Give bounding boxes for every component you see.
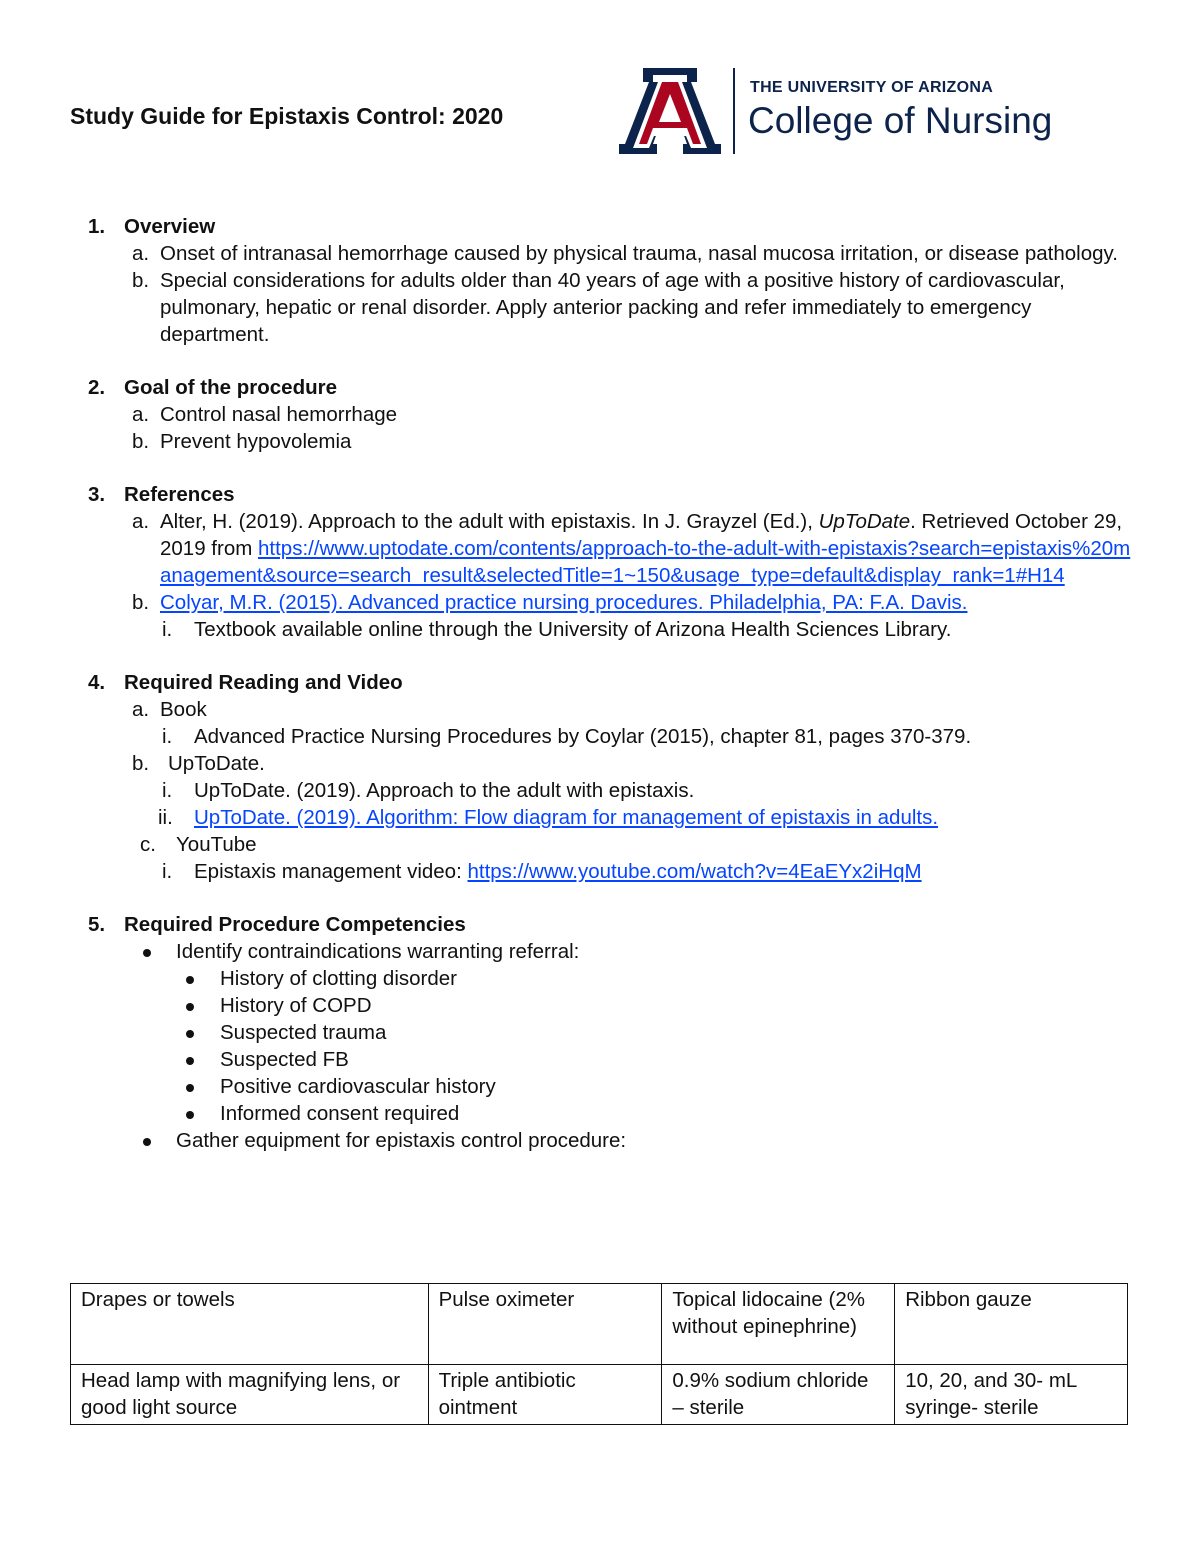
list-item bbox=[80, 240, 1140, 267]
bullet-text: Positive cardiovascular history bbox=[220, 1075, 496, 1098]
sub-bullet-item bbox=[80, 992, 1140, 1019]
bullet-icon bbox=[186, 1003, 194, 1011]
registered-mark: ® bbox=[712, 146, 719, 154]
youtube-video-link[interactable]: https://www.youtube.com/watch?v=4EaEYx2iHqM bbox=[467, 860, 922, 883]
table-cell: Topical lidocaine (2% without epinephrine) bbox=[662, 1284, 895, 1365]
section-heading bbox=[80, 669, 1140, 696]
section-number: 2. bbox=[88, 376, 106, 399]
item-text: Prevent hypovolemia bbox=[160, 430, 352, 453]
list-subitem bbox=[80, 804, 1140, 831]
section-heading bbox=[80, 481, 1140, 508]
list-item bbox=[80, 428, 1140, 455]
arizona-a-logo-icon bbox=[615, 66, 725, 156]
item-label: ii. bbox=[158, 806, 173, 829]
reference-retrieved: . Retrieved October 29, 2019 from bbox=[160, 510, 1123, 560]
sub-bullet-item bbox=[80, 965, 1140, 992]
item-label: a. bbox=[132, 510, 150, 533]
item-label: i. bbox=[162, 860, 173, 883]
reference-colyar bbox=[80, 589, 1140, 616]
table-cell: Ribbon gauze bbox=[895, 1284, 1128, 1365]
item-label: c. bbox=[140, 833, 156, 856]
bullet-text: Informed consent required bbox=[220, 1102, 460, 1125]
bullet-icon bbox=[186, 1057, 194, 1065]
table-cell: Pulse oximeter bbox=[428, 1284, 662, 1365]
bullet-text: Gather equipment for epistaxis control procedure: bbox=[176, 1129, 627, 1152]
logo-divider bbox=[733, 68, 735, 154]
uptodate-reference-link[interactable]: https://www.uptodate.com/contents/approach-to-the-adult-with-epistaxis?search=epistaxis%20management&source=search_result&selectedTitle=1~150&usage_type=default&display_rank=1#H14 bbox=[160, 537, 1131, 587]
item-label: i. bbox=[162, 618, 173, 641]
list-item bbox=[80, 267, 1140, 348]
section-heading bbox=[80, 213, 1140, 240]
item-label: b. bbox=[132, 591, 150, 614]
sub-bullet-item bbox=[80, 1019, 1140, 1046]
bullet-item bbox=[80, 1127, 1140, 1154]
section-overview bbox=[80, 213, 1140, 348]
item-label: a. bbox=[132, 242, 150, 265]
item-label: a. bbox=[132, 403, 150, 426]
reference-alter bbox=[80, 508, 1140, 589]
section-number: 5. bbox=[88, 913, 106, 936]
item-label: b. bbox=[132, 430, 150, 453]
section-reading bbox=[80, 669, 1140, 885]
section-references bbox=[80, 481, 1140, 643]
item-text: Advanced Practice Nursing Procedures by Coylar (2015), chapter 81, pages 370-379. bbox=[194, 725, 972, 748]
table-row bbox=[71, 1365, 1128, 1425]
section-goal bbox=[80, 374, 1140, 455]
section-heading bbox=[80, 374, 1140, 401]
section-title: Required Reading and Video bbox=[124, 671, 403, 694]
bullet-icon bbox=[186, 1030, 194, 1038]
university-logo bbox=[615, 66, 1095, 158]
bullet-icon bbox=[143, 1138, 151, 1146]
item-text: Book bbox=[160, 698, 207, 721]
section-title: References bbox=[124, 483, 235, 506]
table-cell: Drapes or towels bbox=[71, 1284, 429, 1365]
bullet-icon bbox=[186, 1084, 194, 1092]
sub-bullet-item bbox=[80, 1073, 1140, 1100]
section-number: 4. bbox=[88, 671, 106, 694]
equipment-table bbox=[70, 1283, 1128, 1425]
item-text: Onset of intranasal hemorrhage caused by physical trauma, nasal mucosa irritation, or disease pathology. bbox=[160, 242, 1118, 265]
item-label: b. bbox=[132, 269, 150, 292]
bullet-text: History of clotting disorder bbox=[220, 967, 457, 990]
list-subitem bbox=[80, 723, 1140, 750]
item-label: a. bbox=[132, 698, 150, 721]
reference-text: Alter, H. (2019). Approach to the adult with epistaxis. In J. Grayzel (Ed.), bbox=[160, 510, 819, 533]
item-text: Special considerations for adults older than 40 years of age with a positive history of cardiovascular, pulmonary, hepatic or renal disorder. Apply anterior packing and refer immediately to emergency department. bbox=[160, 269, 1065, 346]
page-title: Study Guide for Epistaxis Control: 2020 bbox=[70, 103, 504, 129]
colyar-reference-link[interactable]: Colyar, M.R. (2015). Advanced practice nursing procedures. Philadelphia, PA: F.A. Davis. bbox=[160, 591, 968, 614]
item-text: Textbook available online through the University of Arizona Health Sciences Library. bbox=[194, 618, 952, 641]
item-text: YouTube bbox=[176, 833, 257, 856]
table-cell: Head lamp with magnifying lens, or good light source bbox=[71, 1365, 429, 1425]
study-guide-content bbox=[80, 213, 1140, 1180]
bullet-icon bbox=[186, 976, 194, 984]
item-label: i. bbox=[162, 725, 173, 748]
item-text: UpToDate. (2019). Approach to the adult with epistaxis. bbox=[194, 779, 695, 802]
algorithm-link[interactable]: UpToDate. (2019). Algorithm: Flow diagram for management of epistaxis in adults. bbox=[194, 806, 939, 829]
college-name: College of Nursing bbox=[748, 100, 1053, 141]
bullet-text: Identify contraindications warranting referral: bbox=[176, 940, 580, 963]
table-row bbox=[71, 1284, 1128, 1365]
item-text: UpToDate. bbox=[168, 752, 265, 775]
reference-source: UpToDate bbox=[818, 510, 911, 533]
list-subitem bbox=[80, 616, 1140, 643]
section-number: 1. bbox=[88, 215, 106, 238]
list-subitem bbox=[80, 777, 1140, 804]
section-number: 3. bbox=[88, 483, 106, 506]
sub-bullet-item bbox=[80, 1046, 1140, 1073]
university-name: THE UNIVERSITY OF ARIZONA bbox=[750, 79, 994, 96]
item-label: b. bbox=[132, 752, 150, 775]
table-cell: 10, 20, and 30- mL syringe- sterile bbox=[895, 1365, 1128, 1425]
bullet-text: Suspected trauma bbox=[220, 1021, 387, 1044]
bullet-text: Suspected FB bbox=[220, 1048, 349, 1071]
item-text: Control nasal hemorrhage bbox=[160, 403, 398, 426]
bullet-item bbox=[80, 938, 1140, 965]
list-item bbox=[80, 750, 1140, 777]
list-subitem bbox=[80, 858, 1140, 885]
bullet-icon bbox=[186, 1111, 194, 1119]
list-item bbox=[80, 401, 1140, 428]
section-title: Overview bbox=[124, 215, 216, 238]
section-heading bbox=[80, 911, 1140, 938]
list-item bbox=[80, 831, 1140, 858]
table-cell: Triple antibiotic ointment bbox=[428, 1365, 662, 1425]
section-title: Required Procedure Competencies bbox=[124, 913, 466, 936]
section-title: Goal of the procedure bbox=[124, 376, 337, 399]
bullet-text: History of COPD bbox=[220, 994, 372, 1017]
bullet-icon bbox=[143, 949, 151, 957]
list-item bbox=[80, 696, 1140, 723]
table-cell: 0.9% sodium chloride – sterile bbox=[662, 1365, 895, 1425]
section-competencies bbox=[80, 911, 1140, 1154]
item-text: Epistaxis management video: bbox=[194, 860, 468, 883]
item-label: i. bbox=[162, 779, 173, 802]
sub-bullet-item bbox=[80, 1100, 1140, 1127]
